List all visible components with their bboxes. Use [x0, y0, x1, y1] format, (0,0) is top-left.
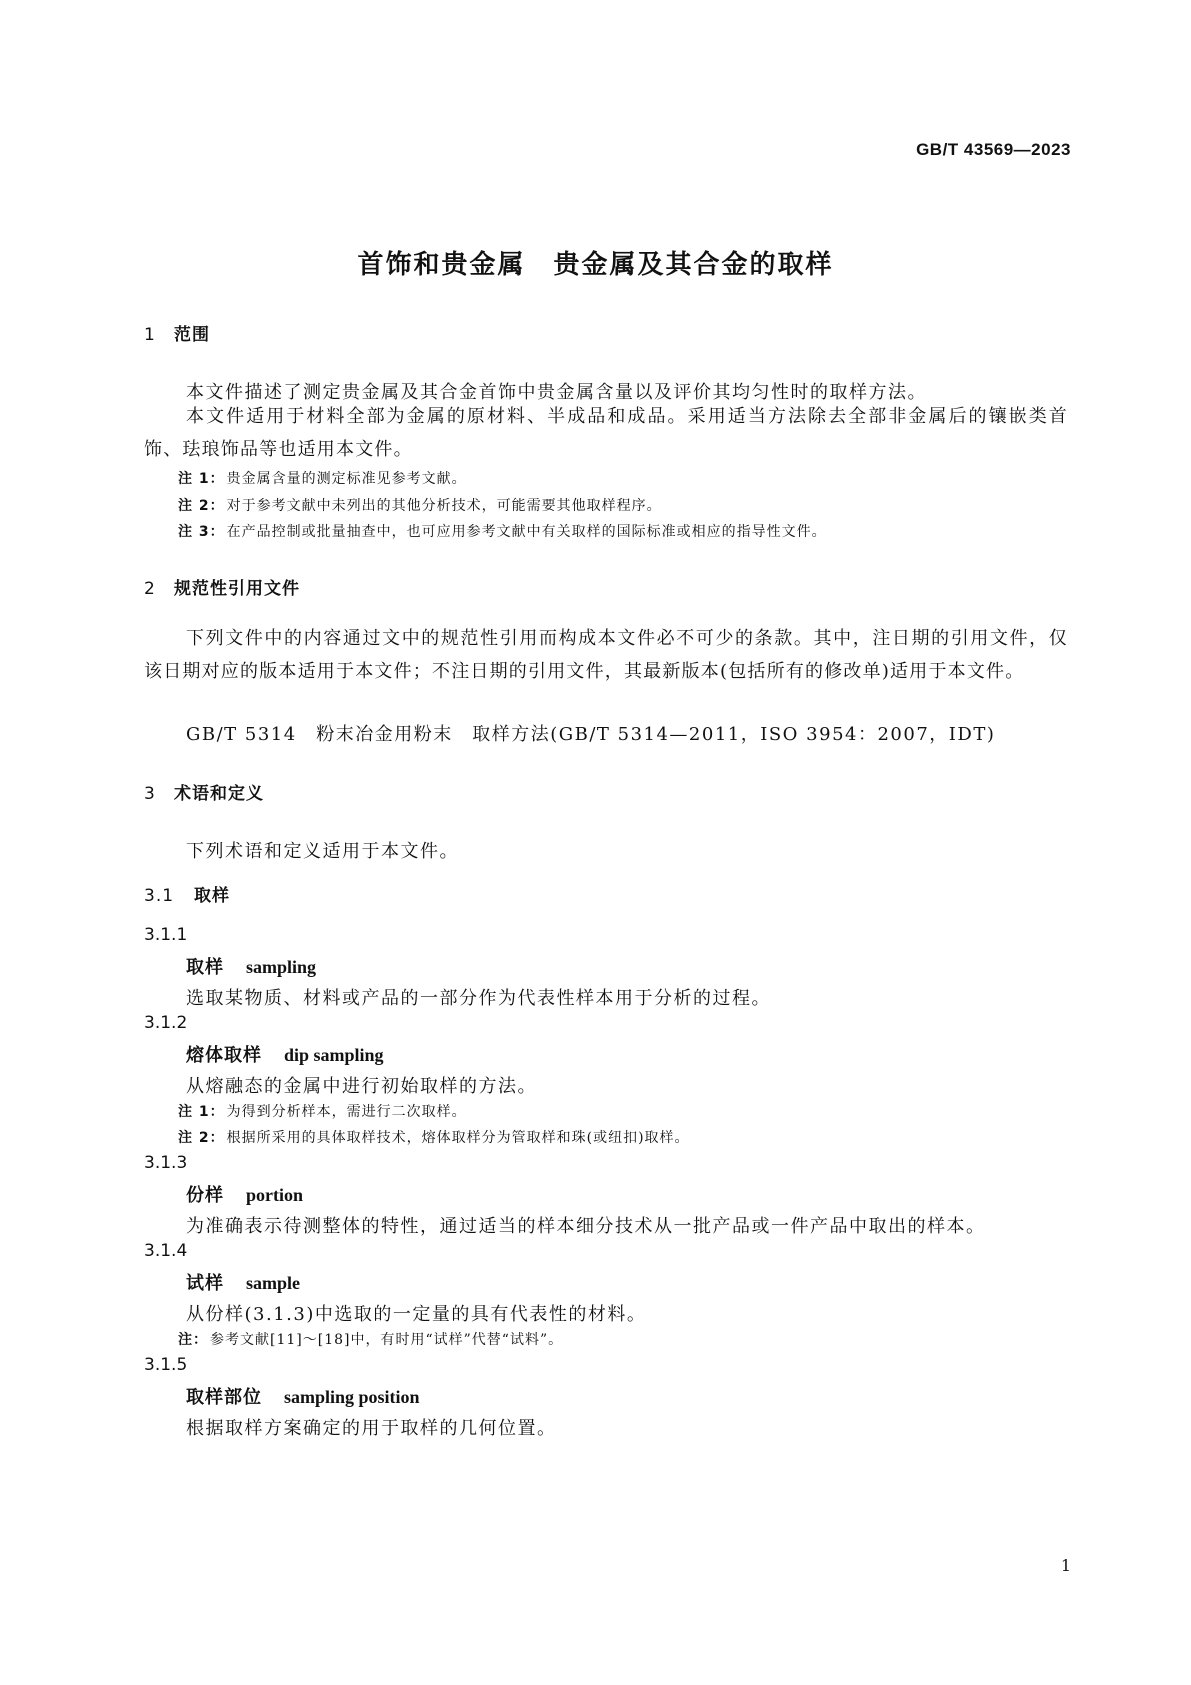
- scope-note-3: [178, 521, 827, 541]
- note-label: 注 1：: [178, 1104, 225, 1120]
- note-label: 注：: [178, 1332, 208, 1348]
- note-text: 贵金属含量的测定标准见参考文献。: [226, 471, 467, 487]
- term-en: dip sampling: [284, 1045, 384, 1065]
- note-label: 注 2：: [178, 498, 225, 514]
- term-3-1-2: [186, 1041, 384, 1067]
- term-en: sampling position: [284, 1387, 420, 1407]
- term-3-1-2-note-2: [178, 1127, 690, 1147]
- term-definition-3-1-3: 为准确表示待测整体的特性，通过适当的样本细分技术从一批产品或一件产品中取出的样本。: [186, 1216, 986, 1237]
- term-zh: 熔体取样: [186, 1045, 262, 1066]
- term-definition-3-1-4: 从份样(3.1.3)中选取的一定量的具有代表性的材料。: [186, 1304, 647, 1325]
- section-2-heading: [144, 574, 300, 599]
- term-number-3-1-2: 3.1.2: [144, 1013, 188, 1033]
- term-3-1-1: [186, 953, 316, 979]
- note-text: 为得到分析样本，需进行二次取样。: [226, 1104, 467, 1120]
- term-number-3-1-1: 3.1.1: [144, 925, 188, 945]
- term-en: sampling: [246, 957, 317, 977]
- page-number: 1: [1060, 1556, 1071, 1575]
- note-text: 在产品控制或批量抽查中，也可应用参考文献中有关取样的国际标准或相应的指导性文件。: [226, 524, 827, 540]
- term-3-1-2-note-1: [178, 1101, 467, 1121]
- term-en: sample: [246, 1273, 300, 1293]
- section-1-number: 1: [144, 325, 156, 345]
- note-label: 注 1：: [178, 471, 225, 487]
- subsection-3-1-heading: [144, 881, 230, 906]
- term-3-1-5: [186, 1383, 420, 1409]
- section-3-heading: [144, 779, 264, 804]
- term-number-3-1-5: 3.1.5: [144, 1355, 188, 1375]
- terms-intro: 下列术语和定义适用于本文件。: [186, 841, 459, 862]
- section-2-title: 规范性引用文件: [174, 579, 300, 599]
- section-3-title: 术语和定义: [174, 784, 264, 804]
- term-zh: 试样: [186, 1273, 224, 1294]
- note-label: 注 2：: [178, 1130, 225, 1146]
- section-1-heading: [144, 320, 210, 345]
- term-definition-3-1-1: 选取某物质、材料或产品的一部分作为代表性样本用于分析的过程。: [186, 988, 771, 1009]
- section-1-title: 范围: [174, 325, 210, 345]
- note-text: 根据所采用的具体取样技术，熔体取样分为管取样和珠(或纽扣)取样。: [226, 1130, 690, 1146]
- document-title: 首饰和贵金属 贵金属及其合金的取样: [357, 250, 834, 280]
- normative-paragraph: 下列文件中的内容通过文中的规范性引用而构成本文件必不可少的条款。其中，注日期的引用文件，仅该日期对应的版本适用于本文件；不注日期的引用文件，其最新版本(包括所有的修改单)适用于本文件。: [144, 628, 1068, 682]
- term-definition-3-1-2: 从熔融态的金属中进行初始取样的方法。: [186, 1076, 537, 1097]
- note-label: 注 3：: [178, 524, 225, 540]
- term-3-1-4: [186, 1269, 300, 1295]
- scope-paragraph-1: 本文件描述了测定贵金属及其合金首饰中贵金属含量以及评价其均匀性时的取样方法。: [186, 382, 927, 403]
- term-zh: 取样: [186, 957, 224, 978]
- term-3-1-3: [186, 1181, 303, 1207]
- scope-note-2: [178, 495, 662, 515]
- scope-paragraph-2: 本文件适用于材料全部为金属的原材料、半成品和成品。采用适当方法除去全部非金属后的镶嵌类首饰、珐琅饰品等也适用本文件。: [144, 406, 1068, 460]
- term-3-1-4-note: [178, 1329, 563, 1349]
- note-text: 对于参考文献中未列出的其他分析技术，可能需要其他取样程序。: [226, 498, 662, 514]
- subsection-number: 3.1: [144, 886, 175, 906]
- normative-reference: GB/T 5314 粉末冶金用粉末 取样方法(GB/T 5314—2011，ISO 3954：2007，IDT): [186, 724, 996, 745]
- scope-note-1: [178, 468, 467, 488]
- section-2-number: 2: [144, 579, 156, 599]
- term-zh: 取样部位: [186, 1387, 262, 1408]
- term-number-3-1-4: 3.1.4: [144, 1241, 188, 1261]
- standard-code: GB/T 43569—2023: [916, 140, 1071, 159]
- term-en: portion: [246, 1185, 304, 1205]
- term-number-3-1-3: 3.1.3: [144, 1153, 188, 1173]
- note-text: 参考文献[11]～[18]中，有时用“试样”代替“试料”。: [210, 1332, 564, 1348]
- section-3-number: 3: [144, 784, 156, 804]
- subsection-title: 取样: [194, 886, 230, 906]
- term-definition-3-1-5: 根据取样方案确定的用于取样的几何位置。: [186, 1418, 557, 1439]
- term-zh: 份样: [186, 1185, 224, 1206]
